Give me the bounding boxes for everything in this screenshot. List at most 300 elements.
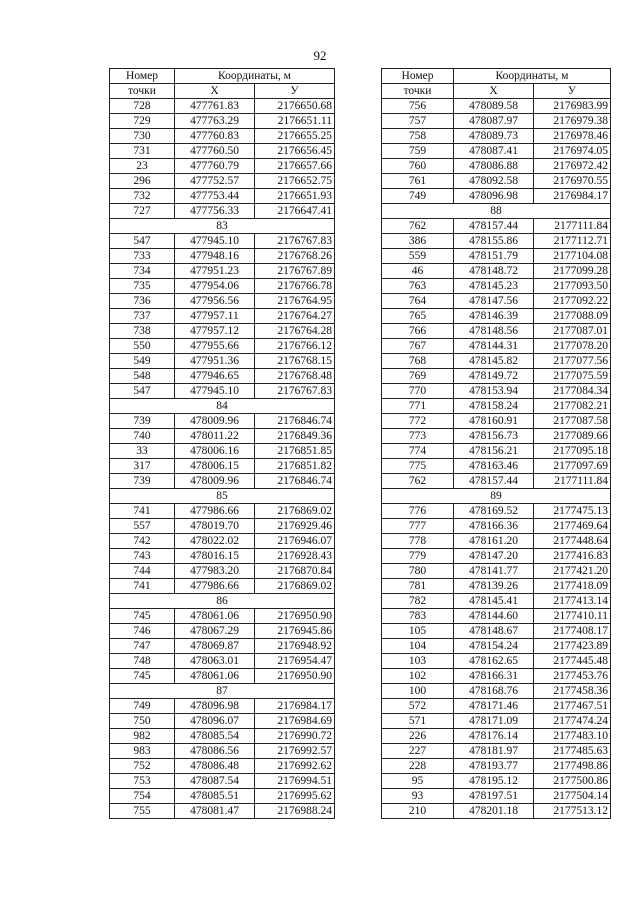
header-y: У <box>534 84 611 99</box>
y-coordinate-cell: 2177504.14 <box>534 789 611 804</box>
y-coordinate-cell: 2176983.99 <box>534 99 611 114</box>
point-number-cell: 775 <box>382 459 454 474</box>
x-coordinate-cell: 477957.11 <box>175 309 255 324</box>
x-coordinate-cell: 478154.24 <box>454 639 534 654</box>
table-row <box>382 564 611 579</box>
point-number-cell: 746 <box>110 624 175 639</box>
group-number: 85 <box>110 489 335 504</box>
point-number-cell: 572 <box>382 699 454 714</box>
table-row <box>110 369 335 384</box>
x-coordinate-cell: 478153.94 <box>454 384 534 399</box>
table-row <box>382 654 611 669</box>
x-coordinate-cell: 478171.46 <box>454 699 534 714</box>
x-coordinate-cell: 478146.39 <box>454 309 534 324</box>
y-coordinate-cell: 2177418.09 <box>534 579 611 594</box>
y-coordinate-cell: 2176846.74 <box>255 474 335 489</box>
table-row <box>382 669 611 684</box>
group-row <box>110 684 335 699</box>
point-number-cell: 741 <box>110 579 175 594</box>
y-coordinate-cell: 2177467.51 <box>534 699 611 714</box>
x-coordinate-cell: 478019.70 <box>175 519 255 534</box>
x-coordinate-cell: 478157.44 <box>454 219 534 234</box>
point-number-cell: 745 <box>110 669 175 684</box>
y-coordinate-cell: 2176948.92 <box>255 639 335 654</box>
coordinates-table-right <box>381 68 611 819</box>
x-coordinate-cell: 478086.48 <box>175 759 255 774</box>
table-row <box>382 759 611 774</box>
table-row <box>382 264 611 279</box>
point-number-cell: 766 <box>382 324 454 339</box>
y-coordinate-cell: 2176972.42 <box>534 159 611 174</box>
y-coordinate-cell: 2176764.27 <box>255 309 335 324</box>
table-row <box>110 519 335 534</box>
header-x: X <box>175 84 255 99</box>
x-coordinate-cell: 477983.20 <box>175 564 255 579</box>
y-coordinate-cell: 2176995.62 <box>255 789 335 804</box>
table-row <box>110 459 335 474</box>
point-number-cell: 780 <box>382 564 454 579</box>
table-row <box>382 159 611 174</box>
point-number-cell: 743 <box>110 549 175 564</box>
x-coordinate-cell: 477956.56 <box>175 294 255 309</box>
group-number: 89 <box>382 489 611 504</box>
point-number-cell: 747 <box>110 639 175 654</box>
page-number: 92 <box>313 48 327 63</box>
x-coordinate-cell: 478197.51 <box>454 789 534 804</box>
x-coordinate-cell: 478193.77 <box>454 759 534 774</box>
table-row <box>110 279 335 294</box>
point-number-cell: 742 <box>110 534 175 549</box>
point-number-cell: 745 <box>110 609 175 624</box>
x-coordinate-cell: 478147.56 <box>454 294 534 309</box>
header-point-line2: точки <box>110 84 175 99</box>
point-number-cell: 748 <box>110 654 175 669</box>
y-coordinate-cell: 2176657.66 <box>255 159 335 174</box>
x-coordinate-cell: 478067.29 <box>175 624 255 639</box>
point-number-cell: 765 <box>382 309 454 324</box>
point-number-cell: 752 <box>110 759 175 774</box>
point-number-cell: 736 <box>110 294 175 309</box>
table-row <box>110 144 335 159</box>
table-row <box>382 219 611 234</box>
x-coordinate-cell: 478096.98 <box>454 189 534 204</box>
table-row <box>110 804 335 819</box>
table-row <box>110 549 335 564</box>
point-number-cell: 559 <box>382 249 454 264</box>
y-coordinate-cell: 2177089.66 <box>534 429 611 444</box>
point-number-cell: 227 <box>382 744 454 759</box>
x-coordinate-cell: 477753.44 <box>175 189 255 204</box>
point-number-cell: 753 <box>110 774 175 789</box>
point-number-cell: 547 <box>110 384 175 399</box>
y-coordinate-cell: 2176849.36 <box>255 429 335 444</box>
y-coordinate-cell: 2176990.72 <box>255 729 335 744</box>
table-row <box>110 504 335 519</box>
y-coordinate-cell: 2176651.93 <box>255 189 335 204</box>
table-body <box>382 99 611 819</box>
x-coordinate-cell: 478096.98 <box>175 699 255 714</box>
group-number: 87 <box>110 684 335 699</box>
y-coordinate-cell: 2176869.02 <box>255 504 335 519</box>
table-row <box>382 429 611 444</box>
y-coordinate-cell: 2177474.24 <box>534 714 611 729</box>
table-row <box>382 744 611 759</box>
y-coordinate-cell: 2176978.46 <box>534 129 611 144</box>
table-row <box>110 624 335 639</box>
y-coordinate-cell: 2176766.12 <box>255 339 335 354</box>
y-coordinate-cell: 2177077.56 <box>534 354 611 369</box>
y-coordinate-cell: 2177078.20 <box>534 339 611 354</box>
y-coordinate-cell: 2177513.12 <box>534 804 611 819</box>
table-row <box>110 234 335 249</box>
x-coordinate-cell: 478006.15 <box>175 459 255 474</box>
point-number-cell: 548 <box>110 369 175 384</box>
y-coordinate-cell: 2177099.28 <box>534 264 611 279</box>
table-row <box>382 279 611 294</box>
y-coordinate-cell: 2176767.83 <box>255 384 335 399</box>
x-coordinate-cell: 477761.83 <box>175 99 255 114</box>
y-coordinate-cell: 2177416.83 <box>534 549 611 564</box>
y-coordinate-cell: 2176954.47 <box>255 654 335 669</box>
x-coordinate-cell: 477945.10 <box>175 384 255 399</box>
y-coordinate-cell: 2177093.50 <box>534 279 611 294</box>
x-coordinate-cell: 478089.58 <box>454 99 534 114</box>
point-number-cell: 46 <box>382 264 454 279</box>
table-row <box>382 684 611 699</box>
y-coordinate-cell: 2177448.64 <box>534 534 611 549</box>
y-coordinate-cell: 2177088.09 <box>534 309 611 324</box>
x-coordinate-cell: 478168.76 <box>454 684 534 699</box>
table-row <box>382 234 611 249</box>
table-row <box>110 414 335 429</box>
point-number-cell: 210 <box>382 804 454 819</box>
point-number-cell: 733 <box>110 249 175 264</box>
point-number-cell: 769 <box>382 369 454 384</box>
point-number-cell: 739 <box>110 474 175 489</box>
point-number-cell: 782 <box>382 594 454 609</box>
table-row <box>382 459 611 474</box>
y-coordinate-cell: 2176764.95 <box>255 294 335 309</box>
y-coordinate-cell: 2176984.17 <box>534 189 611 204</box>
x-coordinate-cell: 478158.24 <box>454 399 534 414</box>
table-row <box>110 309 335 324</box>
table-row <box>382 189 611 204</box>
header-coordinates: Координаты, м <box>454 69 611 84</box>
table-row <box>110 264 335 279</box>
y-coordinate-cell: 2176768.26 <box>255 249 335 264</box>
table-row <box>382 789 611 804</box>
point-number-cell: 727 <box>110 204 175 219</box>
point-number-cell: 738 <box>110 324 175 339</box>
x-coordinate-cell: 477752.57 <box>175 174 255 189</box>
point-number-cell: 755 <box>110 804 175 819</box>
table-row <box>110 354 335 369</box>
x-coordinate-cell: 477954.06 <box>175 279 255 294</box>
point-number-cell: 773 <box>382 429 454 444</box>
y-coordinate-cell: 2176870.84 <box>255 564 335 579</box>
table-row <box>382 774 611 789</box>
point-number-cell: 386 <box>382 234 454 249</box>
table-row <box>110 324 335 339</box>
group-number: 83 <box>110 219 335 234</box>
table-row <box>382 699 611 714</box>
x-coordinate-cell: 477756.33 <box>175 204 255 219</box>
y-coordinate-cell: 2176950.90 <box>255 609 335 624</box>
table-row <box>110 699 335 714</box>
point-number-cell: 774 <box>382 444 454 459</box>
table-row <box>110 609 335 624</box>
point-number-cell: 547 <box>110 234 175 249</box>
point-number-cell: 557 <box>110 519 175 534</box>
table-row <box>110 744 335 759</box>
x-coordinate-cell: 477760.83 <box>175 129 255 144</box>
point-number-cell: 731 <box>110 144 175 159</box>
table-row <box>382 174 611 189</box>
y-coordinate-cell: 2176994.51 <box>255 774 335 789</box>
x-coordinate-cell: 478089.73 <box>454 129 534 144</box>
x-coordinate-cell: 478061.06 <box>175 669 255 684</box>
x-coordinate-cell: 478171.09 <box>454 714 534 729</box>
point-number-cell: 571 <box>382 714 454 729</box>
table-row <box>382 99 611 114</box>
table-row <box>110 429 335 444</box>
group-number: 84 <box>110 399 335 414</box>
y-coordinate-cell: 2176945.86 <box>255 624 335 639</box>
table-row <box>382 534 611 549</box>
y-coordinate-cell: 2177104.08 <box>534 249 611 264</box>
x-coordinate-cell: 478181.97 <box>454 744 534 759</box>
table-row <box>382 444 611 459</box>
y-coordinate-cell: 2177458.36 <box>534 684 611 699</box>
y-coordinate-cell: 2176946.07 <box>255 534 335 549</box>
point-number-cell: 770 <box>382 384 454 399</box>
table-row <box>382 579 611 594</box>
y-coordinate-cell: 2177087.01 <box>534 324 611 339</box>
table-row <box>382 129 611 144</box>
table-row <box>110 474 335 489</box>
x-coordinate-cell: 478166.36 <box>454 519 534 534</box>
table-row <box>110 774 335 789</box>
table-row <box>382 714 611 729</box>
group-row <box>110 399 335 414</box>
y-coordinate-cell: 2177483.10 <box>534 729 611 744</box>
y-coordinate-cell: 2176869.02 <box>255 579 335 594</box>
y-coordinate-cell: 2177500.86 <box>534 774 611 789</box>
x-coordinate-cell: 478149.72 <box>454 369 534 384</box>
x-coordinate-cell: 477760.79 <box>175 159 255 174</box>
x-coordinate-cell: 477986.66 <box>175 579 255 594</box>
x-coordinate-cell: 478086.88 <box>454 159 534 174</box>
table-row <box>110 384 335 399</box>
point-number-cell: 759 <box>382 144 454 159</box>
y-coordinate-cell: 2177453.76 <box>534 669 611 684</box>
table-row <box>110 204 335 219</box>
group-row <box>110 219 335 234</box>
point-number-cell: 549 <box>110 354 175 369</box>
y-coordinate-cell: 2176767.83 <box>255 234 335 249</box>
point-number-cell: 756 <box>382 99 454 114</box>
table-row <box>110 249 335 264</box>
y-coordinate-cell: 2176851.85 <box>255 444 335 459</box>
table-row <box>382 399 611 414</box>
point-number-cell: 729 <box>110 114 175 129</box>
point-number-cell: 763 <box>382 279 454 294</box>
table-row <box>110 789 335 804</box>
point-number-cell: 760 <box>382 159 454 174</box>
point-number-cell: 779 <box>382 549 454 564</box>
y-coordinate-cell: 2177413.14 <box>534 594 611 609</box>
point-number-cell: 781 <box>382 579 454 594</box>
y-coordinate-cell: 2177469.64 <box>534 519 611 534</box>
point-number-cell: 105 <box>382 624 454 639</box>
x-coordinate-cell: 478163.46 <box>454 459 534 474</box>
point-number-cell: 226 <box>382 729 454 744</box>
table-row <box>110 669 335 684</box>
y-coordinate-cell: 2176656.45 <box>255 144 335 159</box>
point-number-cell: 734 <box>110 264 175 279</box>
y-coordinate-cell: 2177498.86 <box>534 759 611 774</box>
table-row <box>110 564 335 579</box>
header-point-line2: точки <box>382 84 454 99</box>
point-number-cell: 228 <box>382 759 454 774</box>
table-row <box>110 294 335 309</box>
table-row <box>382 729 611 744</box>
x-coordinate-cell: 478139.26 <box>454 579 534 594</box>
x-coordinate-cell: 478022.02 <box>175 534 255 549</box>
table-row <box>382 144 611 159</box>
table-row <box>382 369 611 384</box>
x-coordinate-cell: 478145.82 <box>454 354 534 369</box>
x-coordinate-cell: 478148.72 <box>454 264 534 279</box>
y-coordinate-cell: 2177475.13 <box>534 504 611 519</box>
point-number-cell: 768 <box>382 354 454 369</box>
table-row <box>382 324 611 339</box>
x-coordinate-cell: 478087.97 <box>454 114 534 129</box>
y-coordinate-cell: 2176929.46 <box>255 519 335 534</box>
point-number-cell: 550 <box>110 339 175 354</box>
y-coordinate-cell: 2176764.28 <box>255 324 335 339</box>
group-number: 88 <box>382 204 611 219</box>
table-row <box>382 474 611 489</box>
table-row <box>110 99 335 114</box>
x-coordinate-cell: 477948.16 <box>175 249 255 264</box>
x-coordinate-cell: 478096.07 <box>175 714 255 729</box>
x-coordinate-cell: 478141.77 <box>454 564 534 579</box>
table-row <box>382 309 611 324</box>
x-coordinate-cell: 478144.31 <box>454 339 534 354</box>
y-coordinate-cell: 2176992.57 <box>255 744 335 759</box>
table-row <box>110 189 335 204</box>
table-row <box>382 609 611 624</box>
group-row <box>382 204 611 219</box>
table-row <box>382 639 611 654</box>
y-coordinate-cell: 2176650.68 <box>255 99 335 114</box>
x-coordinate-cell: 478063.01 <box>175 654 255 669</box>
y-coordinate-cell: 2176851.82 <box>255 459 335 474</box>
table-row <box>382 114 611 129</box>
y-coordinate-cell: 2177092.22 <box>534 294 611 309</box>
point-number-cell: 23 <box>110 159 175 174</box>
x-coordinate-cell: 478016.15 <box>175 549 255 564</box>
table-row <box>110 654 335 669</box>
x-coordinate-cell: 478169.52 <box>454 504 534 519</box>
y-coordinate-cell: 2176992.62 <box>255 759 335 774</box>
point-number-cell: 771 <box>382 399 454 414</box>
y-coordinate-cell: 2176950.90 <box>255 669 335 684</box>
y-coordinate-cell: 2176984.69 <box>255 714 335 729</box>
point-number-cell: 739 <box>110 414 175 429</box>
x-coordinate-cell: 477763.29 <box>175 114 255 129</box>
y-coordinate-cell: 2177445.48 <box>534 654 611 669</box>
point-number-cell: 737 <box>110 309 175 324</box>
point-number-cell: 754 <box>110 789 175 804</box>
table-row <box>110 159 335 174</box>
x-coordinate-cell: 477957.12 <box>175 324 255 339</box>
table-row <box>110 534 335 549</box>
x-coordinate-cell: 478145.41 <box>454 594 534 609</box>
y-coordinate-cell: 2176655.25 <box>255 129 335 144</box>
point-number-cell: 732 <box>110 189 175 204</box>
y-coordinate-cell: 2176767.89 <box>255 264 335 279</box>
y-coordinate-cell: 2177095.18 <box>534 444 611 459</box>
y-coordinate-cell: 2177087.58 <box>534 414 611 429</box>
point-number-cell: 93 <box>382 789 454 804</box>
y-coordinate-cell: 2176768.15 <box>255 354 335 369</box>
x-coordinate-cell: 477951.23 <box>175 264 255 279</box>
group-row <box>382 489 611 504</box>
x-coordinate-cell: 477760.50 <box>175 144 255 159</box>
x-coordinate-cell: 477946.65 <box>175 369 255 384</box>
x-coordinate-cell: 478148.56 <box>454 324 534 339</box>
y-coordinate-cell: 2176988.24 <box>255 804 335 819</box>
y-coordinate-cell: 2177112.71 <box>534 234 611 249</box>
group-row <box>110 489 335 504</box>
y-coordinate-cell: 2176766.78 <box>255 279 335 294</box>
point-number-cell: 757 <box>382 114 454 129</box>
header-x: X <box>454 84 534 99</box>
x-coordinate-cell: 478011.22 <box>175 429 255 444</box>
x-coordinate-cell: 478201.18 <box>454 804 534 819</box>
x-coordinate-cell: 477955.66 <box>175 339 255 354</box>
x-coordinate-cell: 478160.91 <box>454 414 534 429</box>
y-coordinate-cell: 2177082.21 <box>534 399 611 414</box>
x-coordinate-cell: 478157.44 <box>454 474 534 489</box>
x-coordinate-cell: 478061.06 <box>175 609 255 624</box>
y-coordinate-cell: 2176970.55 <box>534 174 611 189</box>
point-number-cell: 744 <box>110 564 175 579</box>
table-row <box>382 624 611 639</box>
table-row <box>110 174 335 189</box>
point-number-cell: 778 <box>382 534 454 549</box>
y-coordinate-cell: 2177421.20 <box>534 564 611 579</box>
table-row <box>110 444 335 459</box>
y-coordinate-cell: 2176651.11 <box>255 114 335 129</box>
point-number-cell: 740 <box>110 429 175 444</box>
point-number-cell: 772 <box>382 414 454 429</box>
point-number-cell: 33 <box>110 444 175 459</box>
point-number-cell: 761 <box>382 174 454 189</box>
x-coordinate-cell: 478144.60 <box>454 609 534 624</box>
header-point-line1: Номер <box>110 69 175 84</box>
table-row <box>382 339 611 354</box>
y-coordinate-cell: 2177111.84 <box>534 474 611 489</box>
x-coordinate-cell: 478081.47 <box>175 804 255 819</box>
table-row <box>382 519 611 534</box>
table-row <box>382 549 611 564</box>
point-number-cell: 296 <box>110 174 175 189</box>
point-number-cell: 758 <box>382 129 454 144</box>
table-row <box>110 759 335 774</box>
